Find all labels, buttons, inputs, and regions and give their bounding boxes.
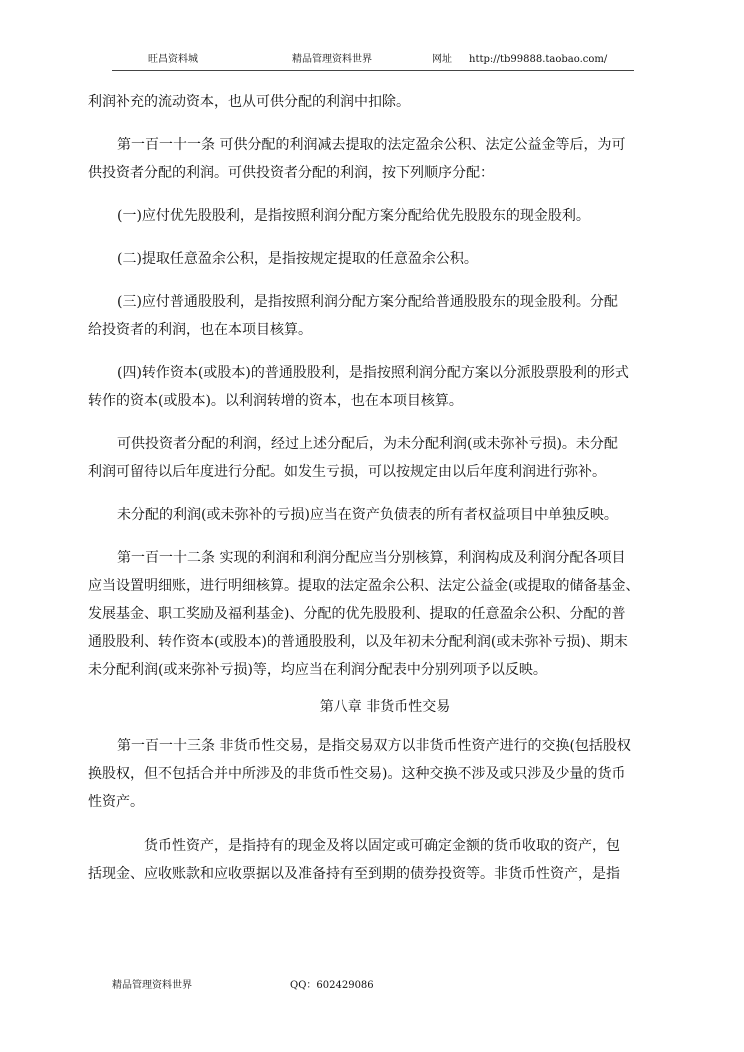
paragraph-undistributed-profit xyxy=(88,430,662,486)
text-line: 未分配的利润(或未弥补的亏损)应当在资产负债表的所有者权益项目中单独反映。 xyxy=(117,507,618,523)
text-line: 给投资者的利润，也在本项目核算。 xyxy=(88,322,312,338)
text-line: 第一百一十一条 可供分配的利润减去提取的法定盈余公积、法定公益金等后，为可 xyxy=(117,137,626,153)
text-line: 利润补充的流动资本，也从可供分配的利润中扣除。 xyxy=(88,94,410,110)
paragraph-item-1 xyxy=(88,202,662,230)
header-site-name: 精品管理资料世界 xyxy=(292,54,372,65)
paragraph-monetary-assets xyxy=(88,832,662,888)
paragraph-article-111 xyxy=(88,131,662,187)
text-line: 发展基金、职工奖励及福利基金)、分配的优先股股利、提取的任意盈余公积、分配的普 xyxy=(88,606,626,622)
document-body xyxy=(88,88,662,888)
paragraph-item-3 xyxy=(88,288,662,344)
text-line: 利润可留待以后年度进行分配。如发生亏损，可以按规定由以后年度利润进行弥补。 xyxy=(88,464,606,480)
paragraph-article-112 xyxy=(88,544,662,684)
paragraph-continuation xyxy=(88,88,662,116)
header-url: http://tb99888.taobao.com/ xyxy=(469,54,608,65)
text-line: 第一百一十三条 非货币性交易，是指交易双方以非货币性资产进行的交换(包括股权 xyxy=(117,738,631,754)
text-line: 通股股利、转作资本(或股本)的普通股股利，以及年初未分配利润(或未弥补亏损)、期末 xyxy=(88,634,628,650)
text-line: 货币性资产，是指持有的现金及将以固定或可确定金额的货币收取的资产，包 xyxy=(144,838,620,854)
text-line: 括现金、应收账款和应收票据以及准备持有至到期的债券投资等。非货币性资产，是指 xyxy=(88,866,620,882)
text-line: (一)应付优先股股利，是指按照利润分配方案分配给优先股股东的现金股利。 xyxy=(117,208,590,224)
text-line: 换股权，但不包括合并中所涉及的非货币性交易)。这种交换不涉及或只涉及少量的货币 xyxy=(88,766,626,782)
text-line: 转作的资本(或股本)。以利润转增的资本，也在本项目核算。 xyxy=(88,393,463,409)
paragraph-balance-sheet xyxy=(88,501,662,529)
paragraph-item-2 xyxy=(88,245,662,273)
text-line: 供投资者分配的利润。可供投资者分配的利润，按下列顺序分配： xyxy=(88,165,494,181)
text-line: 可供投资者分配的利润，经过上述分配后，为未分配利润(或未弥补亏损)。未分配 xyxy=(117,436,618,452)
text-line: 应当设置明细账，进行明细核算。提取的法定盈余公积、法定公益金(或提取的储备基金、 xyxy=(88,578,640,594)
paragraph-article-113 xyxy=(88,732,662,816)
footer-qq: QQ：602429086 xyxy=(290,980,374,991)
header-url-label: 网址 xyxy=(432,54,452,65)
page-footer xyxy=(112,978,634,994)
text-line: 第一百一十二条 实现的利润和利润分配应当分别核算，利润构成及利润分配各项目 xyxy=(117,550,626,566)
page-header xyxy=(112,52,634,71)
text-line: (三)应付普通股股利，是指按照利润分配方案分配给普通股股东的现金股利。分配 xyxy=(117,294,618,310)
text-line: (四)转作资本(或股本)的普通股股利，是指按照利润分配方案以分派股票股利的形式 xyxy=(117,365,629,381)
header-store-name: 旺昌资料城 xyxy=(148,54,198,65)
text-line: 未分配利润(或来弥补亏损)等，均应当在利润分配表中分别列项予以反映。 xyxy=(88,662,547,678)
text-line: (二)提取任意盈余公积，是指按规定提取的任意盈余公积。 xyxy=(117,251,478,267)
chapter-title: 第八章 非货币性交易 xyxy=(319,699,451,715)
footer-site-name: 精品管理资料世界 xyxy=(112,980,192,991)
text-line: 性资产。 xyxy=(88,794,144,810)
paragraph-item-4 xyxy=(88,359,662,415)
